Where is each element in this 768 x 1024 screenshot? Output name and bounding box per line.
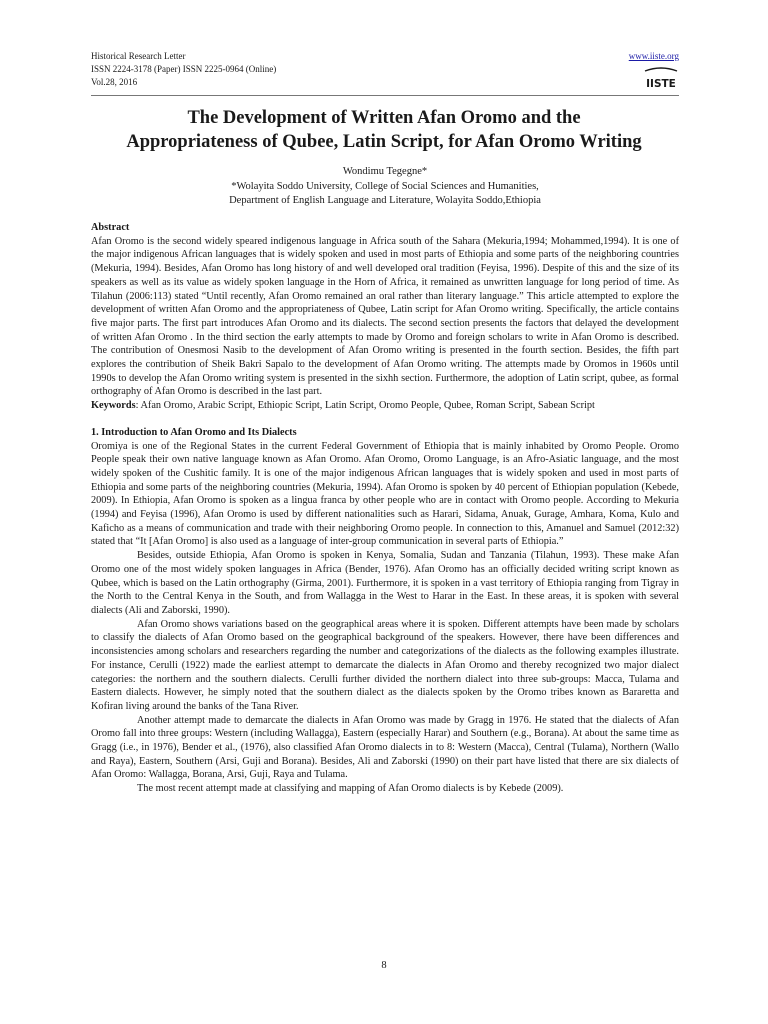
journal-issn: ISSN 2224-3178 (Paper) ISSN 2225-0964 (Online)	[91, 64, 277, 74]
title-line-1: The Development of Written Afan Oromo and the	[187, 108, 581, 128]
abstract-heading: Abstract	[91, 222, 130, 233]
keywords-label: Keywords	[91, 400, 136, 412]
journal-branding	[629, 50, 679, 97]
paper-title	[60, 106, 708, 154]
author-name: Wondimu Tegegne*	[342, 166, 428, 177]
section-1-paragraph: The most recent attempt made at classifying and mapping of Afan Oromo dialects is by Kebede (2009).	[137, 783, 564, 795]
page-number: 8	[381, 960, 387, 971]
section-1-heading: 1. Introduction to Afan Oromo and Its Dialects	[91, 426, 297, 438]
author-affiliation-2: Department of English Language and Literature, Wolayita Soddo,Ethiopia	[229, 195, 541, 206]
journal-info	[91, 50, 276, 89]
journal-header	[91, 50, 679, 100]
header-divider	[91, 95, 679, 96]
keywords	[91, 399, 679, 413]
keywords-list: : Afan Oromo, Arabic Script, Ethiopic Script, Latin Script, Oromo People, Qubee, Roman Script, Sabean Script	[135, 400, 595, 412]
section-1-paragraph: Oromiya is one of the Regional States in the current Federal Government of Ethiopia that is mainly inhabited by Oromo People. Oromo People speak their own native language known as Afan Oromo. Afan Oromo, Oromo Language, is an Afro-Asiatic language, and the most widely spoken of the Cushitic family. It is one of the major indigenous African languages that is widely spoken and used in most parts of Ethiopia and some parts of the neighboring countries (Mekuria, 1994). Afan Oromo is spoken by 40 percent of Ethiopian population (Kebede, 2009). In Ethiopia, Afan Oromo is spoken as a lingua franca by other people who are in contact with Oromo people. According to Mekuria (1994) and Feyisa (1996), Afan Oromo is used by different nationalities such as Harari, Sidama, Anuak, Gurage, Amhara, Koma, Kulo and Kaficho as a means of communication and trade with their neighboring Oromo people. In connection to this, Amanuel and Samuel (2012:32) stated that “It [Afan Oromo] is also used as a language of inter-group communication in several parts of Ethiopia.”	[91, 440, 679, 548]
section-1-paragraph: Another attempt made to demarcate the dialects in Afan Oromo was made by Gragg in 1976. He stated that the dialects of Afan Oromo fall into three groups: Western (including Wallagga), Eastern (especially Harar) and Southern (e.g., Borana). At about the same time as Gragg (i.e., in 1976), Bender et al., (1976), also classified Afan Oromo dialects in to 8: Western (Macca), Central (Tulama), Northern (Wallo and Raya), Eastern, Southern (Arsi, Guji and Borana). Besides, Ali and Zaborski (1990) on their part have listed that there are six dialects of Afan Oromo: Wallagga, Borana, Arsi, Guji, Raya and Tulama.	[91, 714, 679, 781]
author-block	[91, 165, 679, 209]
section-1-paragraph: Afan Oromo shows variations based on the geographical areas where it is spoken. Different attempts have been made by scholars to classify the dialects of Afan Oromo based on the geographical background of the speakers. However, there have been differences and inconsistencies among scholars and researchers regarding the number and categorizations of the dialects as the following examples illustrate. For instance, Cerulli (1922) made the earliest attempt to demarcate the dialects in Afan Oromo and thereby recognized two major dialect categories: the northern and the southern dialects. Cerulli further divided the northern dialect into three sub-groups: Macca, Tulama and Eastern dialects. However, he simply noted that the southern dialect as the dialects spoken by the Oromo tribes known as Bararetta and Kofiran living around the banks of the Tana River.	[91, 618, 679, 712]
journal-name: Historical Research Letter	[91, 51, 186, 61]
journal-website-link[interactable]: www.iiste.org	[628, 51, 679, 61]
iiste-logo	[643, 66, 679, 97]
section-1-paragraph: Besides, outside Ethiopia, Afan Oromo is spoken in Kenya, Somalia, Sudan and Tanzania (Tilahun, 1993). These make Afan Oromo one of the most widely spoken languages in Africa (Bender, 1976). Afan Oromo has an officially decided writing script known as Qubee, which is based on the Latin orthography (Girma, 2001). Furthermore, it is spoken in a vast territory of Ethiopia ranging from Tigray in the North to the Central Kenya in the South, and from Wallagga in the West to Harar in the East. In these areas, it is spoken with several dialects (Ali and Zaborski, 1990).	[91, 550, 679, 616]
title-line-2: Appropriateness of Qubee, Latin Script, for Afan Oromo Writing	[126, 132, 642, 152]
author-affiliation-1: *Wolayita Soddo University, College of Social Sciences and Humanities,	[231, 180, 539, 192]
paper-body	[91, 221, 679, 796]
abstract-text: Afan Oromo is the second widely speared indigenous language in Africa south of the Sahara (Mekuria,1994; Mohammed,1994). It is one of the major indigenous African languages that is widely spoken and used in most parts of Ethiopia and some parts of the neighboring countries (Mekuria, 1994). Besides, Afan Oromo has long history of and well developed oral tradition (Feyisa, 1996). Despite of this and the size of its speakers as well as its value as widely spoken language in the Horn of Africa, it remained as unwritten language for long period of time. As Tilahun (2006:113) stated “Until recently, Afan Oromo remained an oral rather than literary language.” This article attempted to explore the development of written Afan Oromo and the appropriateness of Qubee, Latin script for Afan Oromo writing. Specifically, the article contains five major parts. The first part introduces Afan Oromo and its dialects. The second section presents the factors that delayed the development of written Afan Oromo . In the third section the early attempts to made by Oromo and foreign scholars to write in Afan Oromo is described. The contribution of Onesmosi Nasib to the development of Afan Oromo writing is presented in the fourth section. Besides, the fifth part explores the contribution of Sheik Bakri Sapalo to the development of Afan Oromo writing. The attempts made by Oromos in 1960s until 1990s to develop the Afan Oromo writing system is presented in the sixhh section. Furthermore, the adoption of Latin script, qubee, as formal orthography of Afan Oromo is described in the last part.	[91, 235, 679, 398]
journal-volume: Vol.28, 2016	[91, 77, 138, 87]
iiste-logo-text: IISTE	[646, 78, 676, 90]
